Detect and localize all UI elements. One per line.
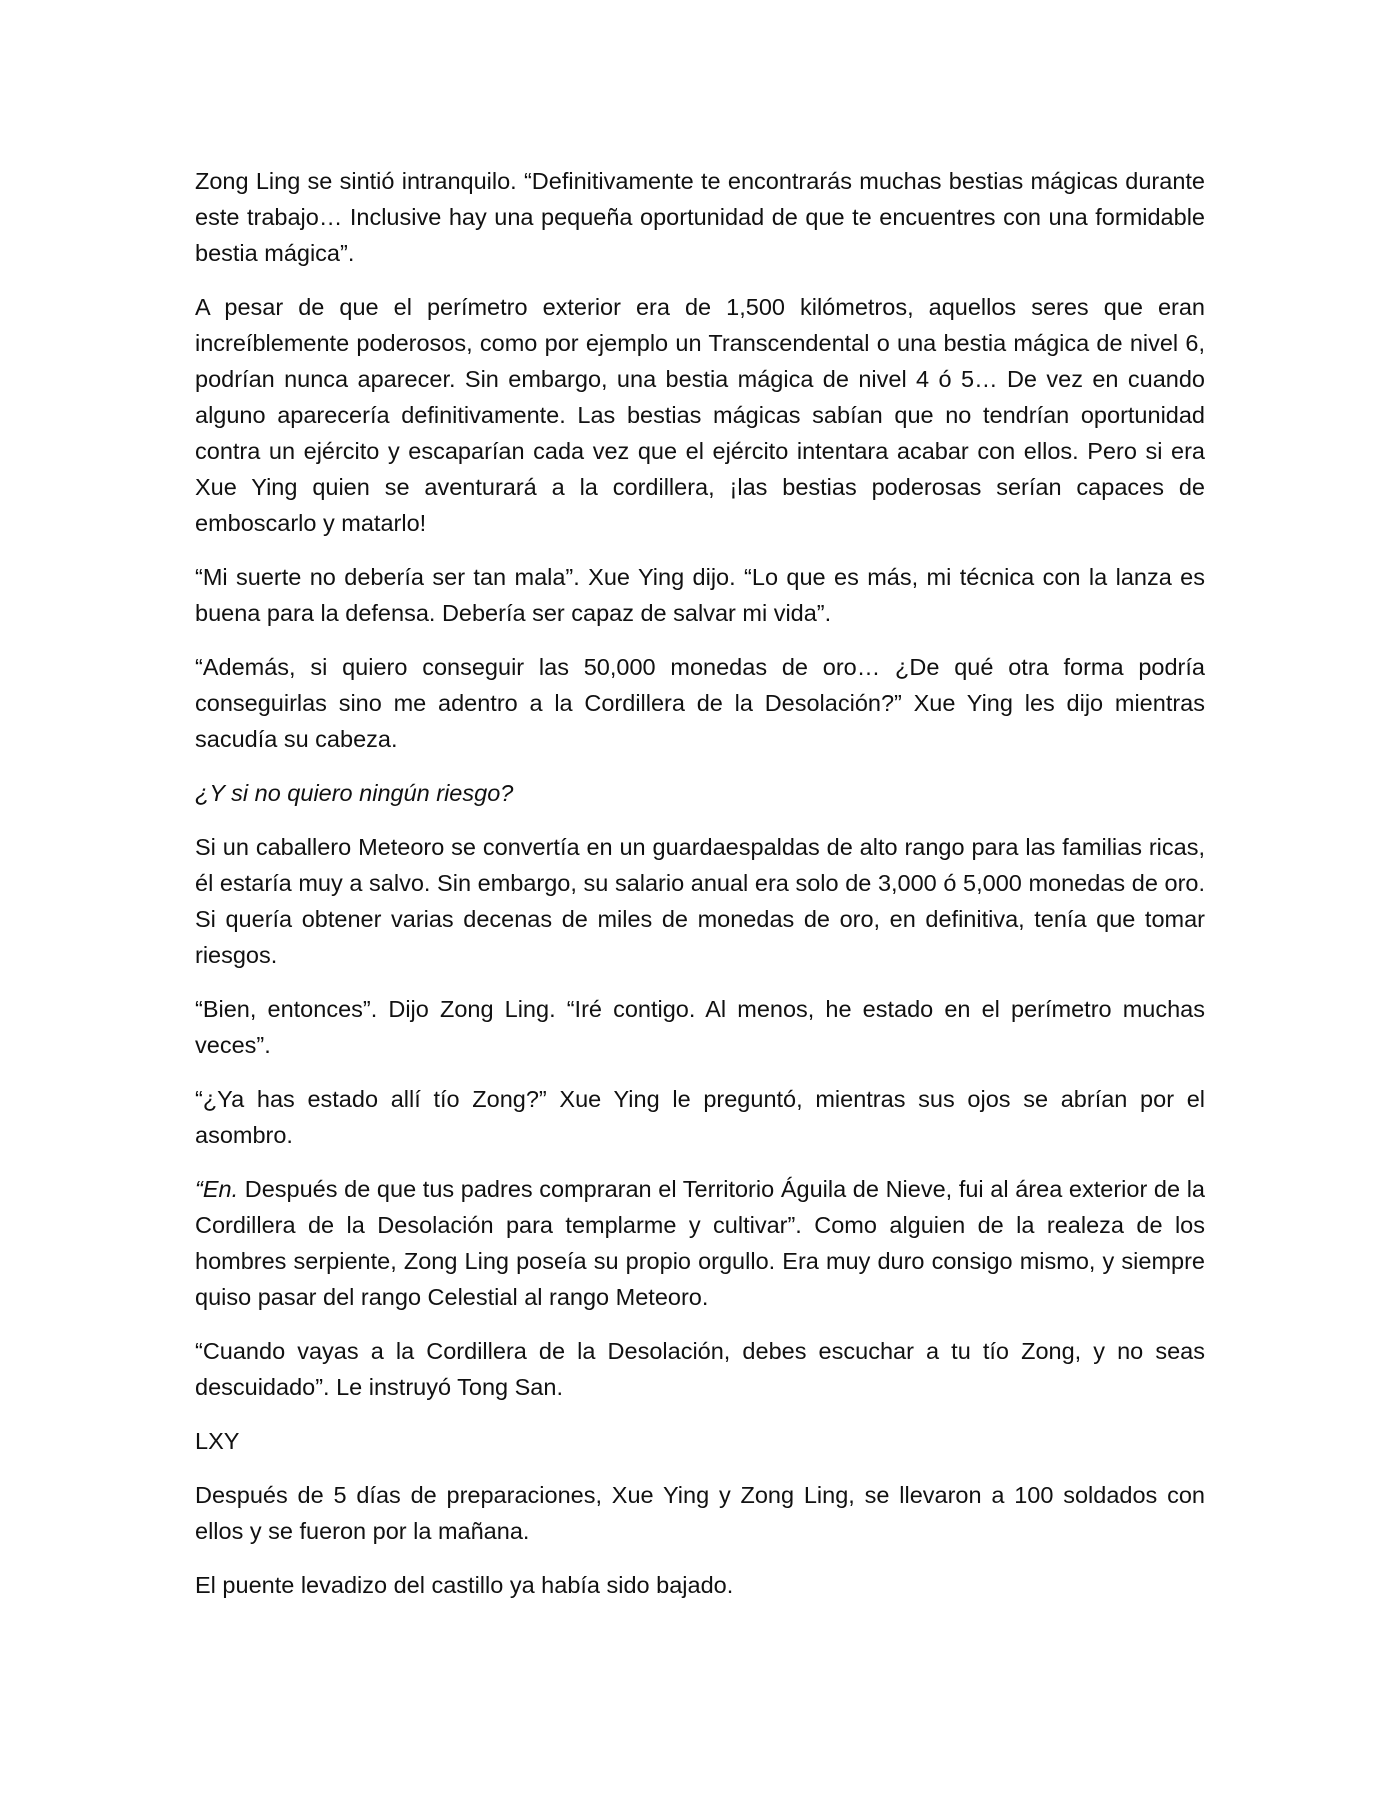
paragraph: A pesar de que el perímetro exterior era de 1,500 kilómetros, aquellos seres que eran increíblemente poderosos, como por ejemplo un Transcendental o una bestia mágica de nivel 6, podrían nunca aparecer. Sin embargo, una bestia mágica de nivel 4 ó 5… De vez en cuando alguno aparecería definitivamente. Las bestias mágicas sabían que no tendrían oportunidad contra un ejército y escaparían cada vez que el ejército intentara acabar con ellos. Pero si era Xue Ying quien se aventurará a la cordillera, ¡las bestias poderosas serían capaces de emboscarlo y matarlo! (195, 294, 1205, 536)
paragraph: “Bien, entonces”. Dijo Zong Ling. “Iré contigo. Al menos, he estado en el perímetro muchas veces”. (195, 996, 1205, 1058)
italic-thought: ¿Y si no quiero ningún riesgo? (195, 780, 514, 806)
paragraph: “Mi suerte no debería ser tan mala”. Xue Ying dijo. “Lo que es más, mi técnica con la lanza es buena para la defensa. Debería ser capaz de salvar mi vida”. (195, 564, 1205, 626)
italic-lead: “En. (195, 1176, 239, 1202)
paragraph: Si un caballero Meteoro se convertía en un guardaespaldas de alto rango para las familias ricas, él estaría muy a salvo. Sin embargo, su salario anual era solo de 3,000 ó 5,000 monedas de oro. Si quería obtener varias decenas de miles de monedas de oro, en definitiva, tenía que tomar riesgos. (195, 834, 1205, 968)
paragraph: Zong Ling se sintió intranquilo. “Definitivamente te encontrarás muchas bestias mágicas durante este trabajo… Inclusive hay una pequeña oportunidad de que te encuentres con una formidable bestia mágica”. (195, 168, 1205, 266)
paragraph: El puente levadizo del castillo ya había sido bajado. (195, 1572, 734, 1598)
paragraph-rest: Después de que tus padres compraran el Territorio Águila de Nieve, fui al área exterior de la Cordillera de la Desolación para templarme y cultivar”. Como alguien de la realeza de los hombres serpiente, Zong Ling poseía su propio orgullo. Era muy duro consigo mismo, y siempre quiso pasar del rango Celestial al rango Meteoro. (195, 1176, 1205, 1310)
paragraph: Después de 5 días de preparaciones, Xue Ying y Zong Ling, se llevaron a 100 soldados con ellos y se fueron por la mañana. (195, 1482, 1205, 1544)
paragraph: “¿Ya has estado allí tío Zong?” Xue Ying le preguntó, mientras sus ojos se abrían por el asombro. (195, 1086, 1205, 1148)
paragraph: “Además, si quiero conseguir las 50,000 monedas de oro… ¿De qué otra forma podría conseguirlas sino me adentro a la Cordillera de la Desolación?” Xue Ying les dijo mientras sacudía su cabeza. (195, 654, 1205, 752)
paragraph: “Cuando vayas a la Cordillera de la Desolación, debes escuchar a tu tío Zong, y no seas descuidado”. Le instruyó Tong San. (195, 1338, 1205, 1400)
document-body (195, 163, 1205, 1621)
paragraph (195, 1171, 1205, 1315)
section-marker: LXY (195, 1428, 240, 1454)
